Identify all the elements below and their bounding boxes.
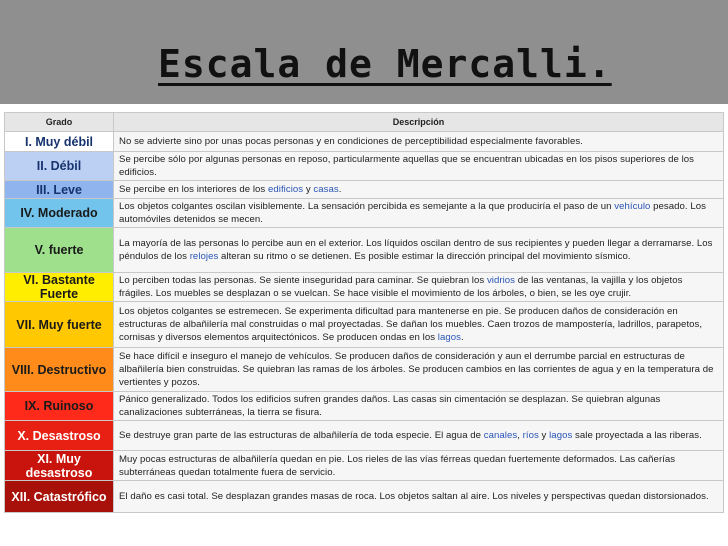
- description-text: sale proyectada a las riberas.: [572, 430, 702, 441]
- description-link[interactable]: relojes: [189, 251, 219, 262]
- description-link[interactable]: canales: [483, 430, 518, 441]
- description-cell: [114, 228, 724, 273]
- description-link[interactable]: ríos: [522, 430, 539, 441]
- description-text: .: [338, 184, 342, 195]
- description-text: y: [538, 430, 550, 441]
- description-text: alteran su ritmo o se detienen. Es posible estimar la dirección principal del movimiento sísmico.: [218, 251, 631, 262]
- table-row: [5, 302, 724, 348]
- header-description: Descripción: [114, 113, 724, 132]
- description-cell: [114, 421, 724, 451]
- grade-cell: X. Desastroso: [5, 421, 114, 451]
- grade-cell: I. Muy débil: [5, 132, 114, 152]
- description-text: No se advierte sino por unas pocas personas y en condiciones de perceptibilidad especialmente favorables.: [119, 136, 583, 147]
- grade-cell: IV. Moderado: [5, 199, 114, 228]
- description-text: y: [303, 184, 314, 195]
- table-row: [5, 392, 724, 421]
- grade-cell: VII. Muy fuerte: [5, 302, 114, 348]
- table-header-row: [5, 113, 724, 132]
- table-row: [5, 199, 724, 228]
- slide-header: [0, 0, 728, 104]
- mercalli-table: [4, 112, 724, 513]
- description-cell: [114, 152, 724, 181]
- description-text: ,: [517, 430, 523, 441]
- description-cell: [114, 273, 724, 302]
- grade-cell: VI. Bastante Fuerte: [5, 273, 114, 302]
- description-text: de las ventanas, la vajilla y los objetos frágiles. Los muebles se desplazan o se vuelcan. Se hace visible el movimiento de los árboles, o bien, se les oye crujir.: [119, 275, 683, 299]
- description-cell: [114, 392, 724, 421]
- description-text: Se destruye gran parte de las estructuras de albañilería de toda especie. El agua de: [119, 430, 484, 441]
- description-cell: [114, 199, 724, 228]
- description-text: Se percibe sólo por algunas personas en reposo, particularmente aquellas que se encuentran ubicadas en los pisos superiores de los edificios.: [119, 154, 695, 178]
- description-text: La mayoría de las personas lo percibe aun en el exterior. Los líquidos oscilan dentro de sus recipientes y pueden llegar a derramarse. Los péndulos de los: [119, 238, 713, 262]
- table-row: [5, 421, 724, 451]
- grade-cell: II. Débil: [5, 152, 114, 181]
- grade-cell: V. fuerte: [5, 228, 114, 273]
- description-text: Los objetos colgantes se estremecen. Se experimenta dificultad para mantenerse en pie. Se producen daños de consideración en estructuras de albañilería mal construidas o mal proyectadas. Se dañan los muebles. Caen trozos de mampostería, ladrillos, parapetos, cornisas y diversos elementos arquitectónicos. Se producen ondas en los: [119, 306, 703, 343]
- description-link[interactable]: edificios: [268, 184, 304, 195]
- description-link[interactable]: vehículo: [614, 201, 651, 212]
- description-link[interactable]: vidrios: [486, 275, 516, 286]
- grade-cell: III. Leve: [5, 181, 114, 199]
- description-cell: [114, 481, 724, 513]
- description-text: Se hace difícil e inseguro el manejo de vehículos. Se producen daños de consideración y aun el derrumbe parcial en estructuras de albañilería bien construidas. Se quiebran las ramas de los árboles. Se producen cambios en las corrientes de agua y en la temperatura de vertientes y pozos.: [119, 351, 714, 388]
- grade-cell: VIII. Destructivo: [5, 348, 114, 392]
- table-body: [5, 132, 724, 513]
- description-text: Muy pocas estructuras de albañilería quedan en pie. Los rieles de las vías férreas quedan fuertemente deformados. Las cañerías subterráneas quedan totalmente fuera de servicio.: [119, 453, 676, 478]
- description-cell: [114, 302, 724, 348]
- description-text: Los objetos colgantes oscilan visiblemente. La sensación percibida es semejante a la que produciría el paso de un: [119, 201, 615, 212]
- table-row: [5, 181, 724, 199]
- table-row: [5, 273, 724, 302]
- description-cell: [114, 132, 724, 152]
- description-text: El daño es casi total. Se desplazan grandes masas de roca. Los objetos saltan al aire. Los niveles y perspectivas quedan distorsionados.: [119, 491, 709, 502]
- table-row: [5, 228, 724, 273]
- description-cell: [114, 451, 724, 481]
- description-text: Lo perciben todas las personas. Se siente inseguridad para caminar. Se quiebran los: [119, 275, 487, 286]
- description-cell: [114, 181, 724, 199]
- description-text: Pánico generalizado. Todos los edificios sufren grandes daños. Las casas sin cimentación se desplazan. Se quiebran algunas canalizaciones subterráneas, la tierra se fisura.: [119, 394, 661, 418]
- description-cell: [114, 348, 724, 392]
- table-row: [5, 481, 724, 513]
- grade-cell: XI. Muy desastroso: [5, 451, 114, 481]
- description-text: Se percibe en los interiores de los: [119, 184, 268, 195]
- description-text: .: [460, 332, 464, 343]
- header-grade: Grado: [5, 113, 114, 132]
- table-row: [5, 451, 724, 481]
- description-text: pesado. Los automóviles detenidos se mecen.: [119, 201, 706, 225]
- description-link[interactable]: lagos: [549, 430, 573, 441]
- table-row: [5, 132, 724, 152]
- grade-cell: IX. Ruinoso: [5, 392, 114, 421]
- table-container: [0, 104, 728, 546]
- slide-title: Escala de Mercalli.: [158, 42, 612, 86]
- table-row: [5, 152, 724, 181]
- table-row: [5, 348, 724, 392]
- description-link[interactable]: lagos: [437, 332, 461, 343]
- grade-cell: XII. Catastrófico: [5, 481, 114, 513]
- description-link[interactable]: casas: [313, 184, 339, 195]
